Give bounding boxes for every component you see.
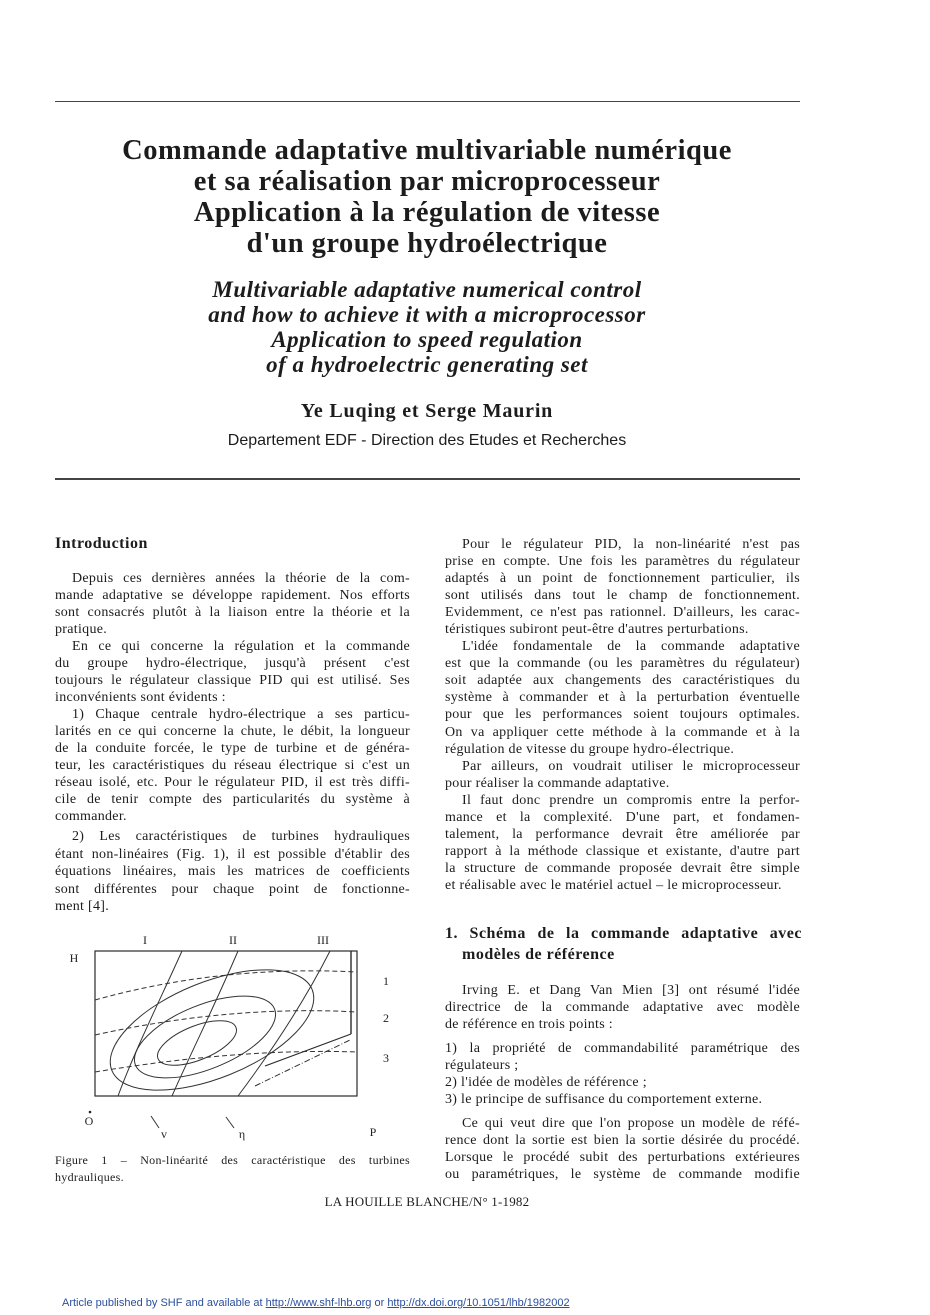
list-item [445, 1091, 800, 1108]
english-title-line: and how to achieve it with a microprocessor [208, 301, 646, 327]
text-line: de la conduite forcée, le type de turbine et de généra- [55, 741, 410, 756]
text-line: équations linéaires, mais les matrices de coefficients [55, 864, 410, 879]
v-axis-tick [151, 1116, 159, 1128]
text-line: ment [4]. [55, 899, 110, 914]
text-line: Pour le régulateur PID, la non-linéarité n'est pas [462, 536, 800, 552]
french-title-line: et sa réalisation par microprocesseur [193, 165, 661, 197]
curve-label-I: I [143, 933, 147, 947]
curve-label-III: III [317, 933, 329, 947]
section-heading-line: 1. Schéma de la commande adaptative avec [445, 924, 802, 942]
section-1-heading [445, 923, 802, 965]
text-line: rence dont la sortie est bien la sortie désirée du procédé. [445, 1132, 800, 1148]
text-line: talement, la performance devrait être améliorée par [445, 827, 800, 843]
text-line: L'idée fondamentale de la commande adaptative [462, 639, 800, 655]
text-line: 1) Chaque centrale hydro-électrique a ses particu- [72, 707, 410, 722]
text-line: 2) Les caractéristiques de turbines hydrauliques [72, 829, 410, 844]
text-line: rapport à la méthode classique et existante, d'autre part [445, 844, 800, 860]
bottom-label-v: v [161, 1127, 167, 1141]
text-line: En ce qui concerne la régulation et la commande [72, 639, 410, 654]
text-line: adaptés à un point de fonctionnement particulier, ils [445, 570, 800, 586]
doi-link[interactable]: http://dx.doi.org/10.1051/lhb/1982002 [387, 1297, 570, 1309]
text-line: teur, les caractéristiques du réseau électrique si c'est un [55, 758, 410, 773]
authors: Ye Luqing et Serge Maurin [300, 400, 554, 422]
section-1-points [445, 1040, 800, 1108]
text-line: Evidemment, ce n'est pas rationnel. D'ailleurs, les carac- [445, 604, 800, 620]
list-item [445, 1040, 800, 1074]
paragraph [55, 706, 410, 825]
text-line: directrice de la commande adaptative avec modèle [445, 999, 800, 1015]
curve-II [172, 951, 238, 1096]
text-line: étant non-linéaires (Fig. 1), il est possible d'établir des [55, 846, 410, 862]
curve-label-2: 2 [383, 1011, 389, 1025]
curve-label-1: 1 [383, 974, 389, 988]
text-line: régulateurs ; [445, 1057, 519, 1073]
text-line: Depuis ces dernières années la théorie de la com- [72, 571, 410, 586]
text-line: toujours le régulateur classique PID qui est utilisé. Ses [55, 673, 410, 688]
text-line: Lorsque le procédé subit des perturbations extérieures [445, 1149, 800, 1165]
caption-line: hydrauliques. [55, 1170, 124, 1184]
text-line: système à commander et à la perturbation éventuelle [445, 690, 800, 706]
text-line: la structure de commande proposée devrait être simple [445, 861, 800, 877]
text-line: inconvénients sont évidents : [55, 690, 226, 705]
text-line: mance et la complexité. D'une part, et fondamen- [445, 810, 800, 825]
notice-text: Article published by SHF and available at [62, 1297, 266, 1309]
paragraph [445, 758, 800, 792]
paragraph [55, 828, 410, 916]
introduction-body [55, 570, 410, 916]
paragraph [445, 638, 800, 758]
diagram-frame [95, 951, 357, 1096]
journal-footer: LA HOUILLE BLANCHE/N° 1-1982 [324, 1194, 530, 1209]
text-line: pratique. [55, 622, 108, 637]
section-1-paragraph [445, 1115, 800, 1183]
header-bottom-rule [55, 478, 800, 480]
text-line: est que la commande (ou les paramètres du régulateur) [445, 656, 800, 672]
text-line: 1) la propriété de commandabilité paramétrique des [445, 1040, 800, 1056]
limit-dashdot-line [255, 1040, 350, 1086]
text-line: réseau isolé, etc. Pour le régulateur PID, il est très diffi- [55, 775, 410, 790]
text-line: 3) le principe de suffisance du comportement externe. [445, 1091, 763, 1107]
eta-axis-tick [226, 1117, 234, 1128]
paragraph [55, 638, 410, 706]
text-line: commander. [55, 809, 127, 824]
text-line: pour réaliser la commande adaptative. [445, 775, 670, 791]
notice-or-text: or [371, 1297, 388, 1309]
text-line: du groupe hydro-électrique, jusqu'à présent c'est [55, 656, 410, 671]
text-line: régulation de vitesse du groupe hydro-électrique. [445, 741, 735, 757]
section-1-intro [445, 982, 800, 1033]
paragraph [55, 570, 410, 638]
text-line: Il faut donc prendre un compromis entre la perfor- [462, 792, 800, 808]
french-title-line: d'un groupe hydroélectrique [246, 227, 608, 259]
right-column-body [445, 536, 800, 895]
english-title-line: of a hydroelectric generating set [266, 351, 588, 377]
text-line: Irving E. et Dang Van Mien [3] ont résumé l'idée [462, 982, 800, 998]
text-line: sont différentes pour chaque point de fonctionne- [55, 881, 410, 897]
text-line: ou paramétriques, le système de commande modifie [445, 1166, 800, 1182]
paragraph [445, 792, 800, 895]
text-line: de référence en trois points : [445, 1016, 613, 1032]
origin-dot [89, 1111, 92, 1114]
text-line: téristiques subiront peut-être d'autres perturbations. [445, 621, 749, 637]
origin-label: O [84, 1114, 94, 1128]
french-title [27, 135, 827, 259]
text-line: Ce qui veut dire que l'on propose un modèle de réfé- [462, 1115, 800, 1131]
shf-lhb-link[interactable]: http://www.shf-lhb.org [265, 1297, 372, 1309]
text-line: Par ailleurs, on voudrait utiliser le microprocesseur [462, 758, 800, 774]
affiliation: Departement EDF - Direction des Etudes et Recherches [227, 432, 627, 449]
section-heading-line: modèles de référence [462, 945, 615, 963]
text-line: On va appliquer cette méthode à la commande et à la [445, 724, 800, 740]
bottom-label-p: P [369, 1125, 377, 1139]
text-line: sont consacrés plutôt à la liaison entre la théorie et la [55, 605, 410, 620]
text-line: soit adaptée aux changements des caractéristiques du [445, 673, 800, 689]
curve-label-II: II [229, 933, 237, 947]
caption-line: Figure 1 – Non-linéarité des caractéristique des turbines [55, 1153, 410, 1167]
top-rule [55, 101, 800, 102]
vertical-axis-label: H [69, 951, 79, 965]
figure-1-diagram [50, 925, 420, 1145]
publication-notice [62, 1295, 570, 1311]
text-line: 2) l'idée de modèles de référence ; [445, 1074, 647, 1090]
bottom-label-eta: η [238, 1127, 246, 1141]
english-title-line: Application to speed regulation [271, 326, 583, 352]
text-line: et réalisable avec le matériel actuel – le microprocesseur. [445, 878, 782, 894]
text-line: prise en compte. Une fois les paramètres du régulateur [445, 553, 800, 569]
figure-1-caption [55, 1152, 410, 1186]
efficiency-curve-middle [123, 979, 286, 1095]
text-line: larités en ce qui concerne la chute, le débit, la longueur [55, 724, 410, 739]
english-title-line: Multivariable adaptative numerical control [212, 276, 642, 302]
english-title [27, 277, 827, 377]
text-line: pour que les performances soient toujours optimales. [445, 707, 800, 723]
curve-2 [95, 1011, 357, 1035]
list-item [445, 1074, 800, 1091]
curve-III [238, 951, 330, 1096]
text-line: sont utilisés dans tout le champ de fonctionnement. [445, 587, 800, 603]
introduction-heading: Introduction [55, 535, 148, 552]
curve-I [118, 951, 182, 1096]
text-line: mande adaptative se développe rapidement. Nos efforts [55, 588, 410, 603]
curve-label-3: 3 [383, 1051, 389, 1065]
french-title-line: Application à la régulation de vitesse [193, 196, 661, 228]
text-line: cile de tenir compte des particularités du système à [55, 792, 410, 807]
paragraph [445, 536, 800, 639]
french-title-line: Commande adaptative multivariable numérique [122, 134, 732, 166]
